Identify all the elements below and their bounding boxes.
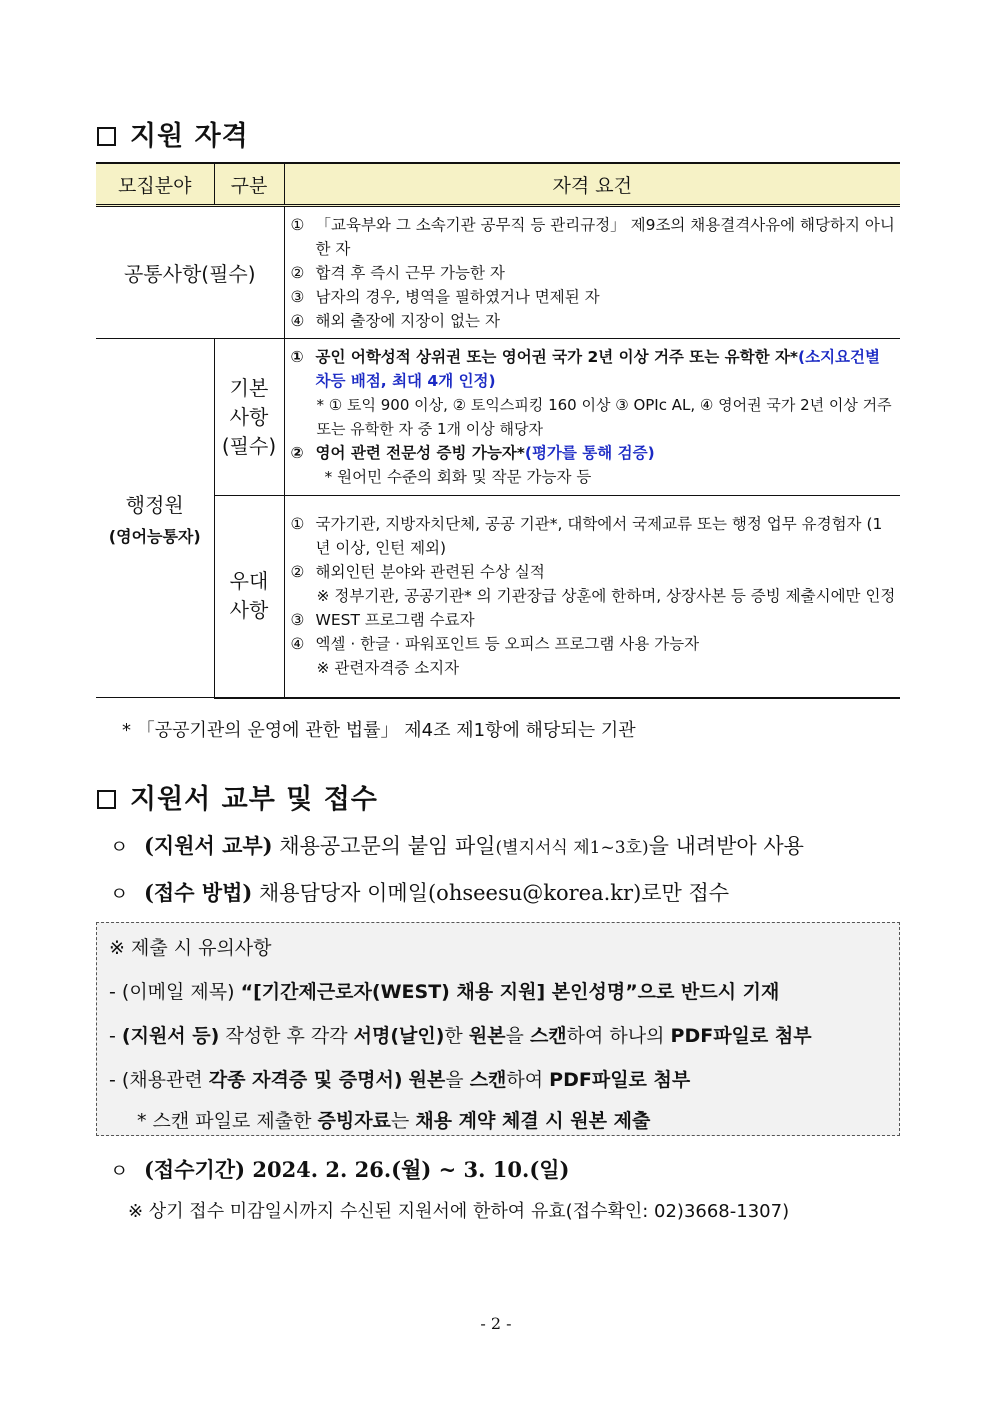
table-row-common (96, 206, 900, 339)
list-item: ③ 남자의 경우, 병역을 필하였거나 면제된 자 (290, 287, 600, 306)
note: * ① 토익 900 이상, ② 토익스피킹 160 이상 ③ OPIc AL, ④ 영어권 국가 2년 이상 거주 또는 유학한 자 중 1개 이상 해당자 (316, 396, 892, 438)
method-line: ㅇ (접수 방법) 채용담당자 이메일(ohseesu@korea.kr)로만 접수 (110, 880, 730, 905)
page-number: - 2 - (480, 1314, 512, 1333)
list-item: ④ 엑셀 · 한글 · 파워포인트 등 오피스 프로그램 사용 가능자 (290, 635, 700, 654)
period-dates: 2024. 2. 26.(월) ~ 3. 10.(일) (252, 1157, 570, 1182)
eligibility-table (96, 162, 900, 699)
list-item: ④ 해외 출장에 지장이 없는 자 (290, 311, 500, 330)
method-text: 채용담당자 이메일(ohseesu@korea.kr)로만 접수 (259, 881, 730, 905)
table-row-admin-basic (96, 339, 900, 496)
list-item: ② 합격 후 즉시 근무 가능한 자 (290, 263, 505, 282)
common-category: 공통사항(필수) (96, 206, 284, 339)
notice-row-certificates: - (채용관련 각종 자격증 및 증명서) 원본을 스캔하여 PDF파일로 첨부 (109, 1069, 691, 1091)
notice-row-original: * 스캔 파일로 제출한 증빙자료는 채용 계약 체결 시 원본 제출 (137, 1110, 651, 1132)
list-item: ① 「교육부와 그 소속기관 공무직 등 관리규정」 제9조의 채용결격사유에 해당하지 아니한 자 (290, 215, 895, 258)
list-item: ② 해외인턴 분야와 관련된 수상 실적 (290, 563, 545, 582)
note: ※ 정부기관, 공공기관* 의 기관장급 상훈에 한하며, 상장사본 등 증빙 제출시에만 인정 (316, 587, 896, 606)
notice-title: ※ 제출 시 유의사항 (109, 937, 272, 959)
header-requirements: 자격 요건 (284, 163, 900, 206)
distribution-line: ㅇ (지원서 교부) 채용공고문의 붙임 파일(별지서식 제1~3호)을 내려받아 사용 (110, 833, 804, 858)
submission-notice-box (96, 922, 900, 1136)
table-row-admin-preferred (96, 496, 900, 698)
notice-row-email: - (이메일 제목) “[기간제근로자(WEST) 채용 지원] 본인성명”으로 반드시 기재 (109, 981, 780, 1003)
list-item: ③ WEST 프로그램 수료자 (290, 611, 475, 630)
admin-category: 행정원 (영어능통자) (96, 339, 214, 698)
note: ※ 관련자격증 소지자 (316, 659, 460, 678)
header-division: 구분 (214, 163, 284, 206)
table-footnote: * 「공공기관의 운영에 관한 법률」 제4조 제1항에 해당되는 기관 (122, 720, 636, 741)
note: * 원어민 수준의 회화 및 작문 가능자 등 (324, 468, 592, 486)
checkbox-square-icon (97, 790, 116, 809)
list-item: ② 영어 관련 전문성 증빙 가능자*(평가를 통해 검증) (290, 444, 655, 462)
bullet-circle-icon: ㅇ (110, 883, 129, 905)
notice-row-form: - (지원서 등) 작성한 후 각각 서명(날인)한 원본을 스캔하여 하나의 PDF파일로 첨부 (109, 1025, 812, 1047)
list-item: ① 국가기관, 지방자치단체, 공공 기관*, 대학에서 국제교류 또는 행정 업무 유경험자 (1년 이상, 인턴 제외) (290, 515, 883, 558)
header-field: 모집분야 (96, 163, 214, 206)
checkbox-square-icon (97, 127, 116, 146)
list-item: ① 공인 어학성적 상위권 또는 영어권 국가 2년 이상 거주 또는 유학한 자*(소지요건별 차등 배점, 최대 4개 인정) (290, 348, 880, 390)
common-requirements (284, 206, 900, 339)
preferred-requirements (284, 496, 900, 698)
section-title-eligibility: 지원 자격 (97, 114, 249, 153)
bullet-circle-icon: ㅇ (110, 1160, 129, 1182)
basic-requirements (284, 339, 900, 496)
application-period-line: ㅇ (접수기간) 2024. 2. 26.(월) ~ 3. 10.(일) (110, 1157, 570, 1182)
basic-label: 기본 사항 (필수) (214, 339, 284, 496)
table-header-row (96, 163, 900, 206)
period-note: ※ 상기 접수 미감일시까지 수신된 지원서에 한하여 유효(접수확인: 02)3668-1307) (128, 1201, 790, 1222)
preferred-label: 우대 사항 (214, 496, 284, 698)
bullet-circle-icon: ㅇ (110, 836, 129, 858)
section-title-application: 지원서 교부 및 접수 (97, 777, 378, 816)
